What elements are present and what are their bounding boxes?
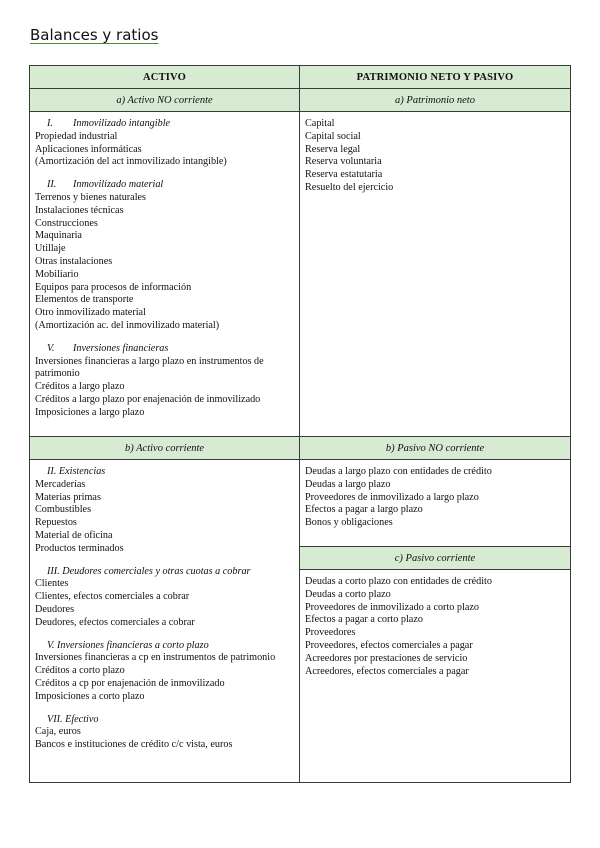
list-item: Deudores: [35, 603, 75, 615]
list-item: Materias primas: [35, 491, 101, 503]
list-item: (Amortización del act inmovilizado intangible): [35, 156, 227, 168]
list-item: Combustibles: [35, 504, 92, 516]
list-item: Reserva voluntaria: [305, 156, 382, 168]
list-item: Capital social: [305, 130, 361, 142]
group-heading: II. Inmovilizado material: [47, 179, 164, 191]
list-item: Créditos a largo plazo: [35, 381, 125, 393]
balance-table: [29, 65, 571, 783]
list-item: Proveedores, efectos comerciales a pagar: [305, 639, 473, 651]
section-pasivo-no-corriente: b) Pasivo NO corriente: [300, 437, 571, 460]
list-item: Mercaderías: [35, 478, 86, 490]
group-heading: I. Inmovilizado intangible: [47, 118, 171, 129]
list-item: Repuestos: [35, 517, 77, 529]
pasivo-corriente-cell: [300, 570, 571, 783]
list-item: Bancos e instituciones de crédito c/c vista, euros: [35, 739, 233, 751]
header-activo: ACTIVO: [30, 66, 300, 89]
list-item: Créditos a largo plazo por enajenación de inmovilizado: [35, 393, 261, 405]
list-item: Capital: [305, 118, 335, 129]
list-item: Reserva estatutaria: [305, 169, 383, 181]
list-item: Instalaciones técnicas: [35, 204, 124, 216]
list-item: Deudas a largo plazo: [305, 478, 391, 490]
list-item: Deudas a largo plazo con entidades de crédito: [305, 466, 492, 477]
list-item: Terrenos y bienes naturales: [35, 191, 147, 203]
list-item: Resuelto del ejercicio: [305, 181, 394, 193]
list-item: Bonos y obligaciones: [305, 517, 393, 529]
list-item: (Amortización ac. del inmovilizado material): [35, 319, 220, 331]
list-item: Deudas a corto plazo: [305, 588, 391, 600]
header-patrimonio-pasivo: PATRIMONIO NETO Y PASIVO: [300, 66, 571, 89]
pasivo-no-corriente-cell: [300, 460, 571, 547]
activo-corriente-cell: [30, 460, 300, 783]
section-patrimonio-neto: a) Patrimonio neto: [300, 89, 571, 112]
list-item: Propiedad industrial: [35, 130, 118, 142]
section-pasivo-corriente: c) Pasivo corriente: [300, 547, 571, 570]
list-item: Clientes, efectos comerciales a cobrar: [35, 591, 190, 603]
group-heading: II. Existencias: [47, 466, 106, 477]
section-activo-corriente: b) Activo corriente: [30, 437, 300, 460]
list-item: Créditos a cp por enajenación de inmovilizado: [35, 677, 225, 689]
list-item: Deudores, efectos comerciales a cobrar: [35, 616, 195, 628]
list-item: Utillaje: [35, 243, 66, 255]
list-item: Imposiciones a largo plazo: [35, 406, 145, 418]
list-item: Efectos a pagar a corto plazo: [305, 614, 423, 626]
list-item: Maquinaria: [35, 230, 82, 242]
list-item: Imposiciones a corto plazo: [35, 690, 145, 702]
list-item: Proveedores: [305, 627, 356, 639]
list-item: Mobiliario: [35, 268, 79, 280]
list-item: Elementos de transporte: [35, 294, 134, 306]
list-item: Acreedores por prestaciones de servicio: [305, 652, 468, 664]
group-heading: V. Inversiones financieras: [47, 342, 169, 354]
list-item: Construcciones: [35, 217, 98, 229]
list-item: Otro inmovilizado material: [35, 307, 146, 319]
list-item: Proveedores de inmovilizado a largo plazo: [305, 491, 479, 503]
activo-no-corriente-cell: [30, 112, 300, 437]
list-item: Acreedores, efectos comerciales a pagar: [305, 665, 469, 677]
group-heading: III. Deudores comerciales y otras cuotas a cobrar: [47, 565, 251, 577]
page-title: Balances y ratios: [30, 26, 159, 44]
list-item: Productos terminados: [35, 542, 124, 554]
list-item: Créditos a corto plazo: [35, 665, 125, 677]
list-item: Clientes: [35, 578, 69, 590]
group-heading: VII. Efectivo: [47, 713, 99, 725]
list-item: Equipos para procesos de información: [35, 281, 192, 293]
list-item: Inversiones financieras a largo plazo en instrumentos de patrimonio: [35, 355, 264, 380]
list-item: Aplicaciones informáticas: [35, 143, 142, 155]
list-item: Caja, euros: [35, 726, 81, 738]
patrimonio-neto-cell: [300, 112, 571, 437]
list-item: Reserva legal: [305, 143, 361, 155]
list-item: Proveedores de inmovilizado a corto plazo: [305, 601, 479, 613]
list-item: Inversiones financieras a cp en instrumentos de patrimonio: [35, 652, 276, 664]
section-activo-no-corriente: a) Activo NO corriente: [30, 89, 300, 112]
list-item: Material de oficina: [35, 529, 113, 541]
list-item: Deudas a corto plazo con entidades de crédito: [305, 576, 492, 587]
list-item: Otras instalaciones: [35, 255, 113, 267]
list-item: Efectos a pagar a largo plazo: [305, 504, 423, 516]
group-heading: V. Inversiones financieras a corto plazo: [47, 639, 209, 651]
